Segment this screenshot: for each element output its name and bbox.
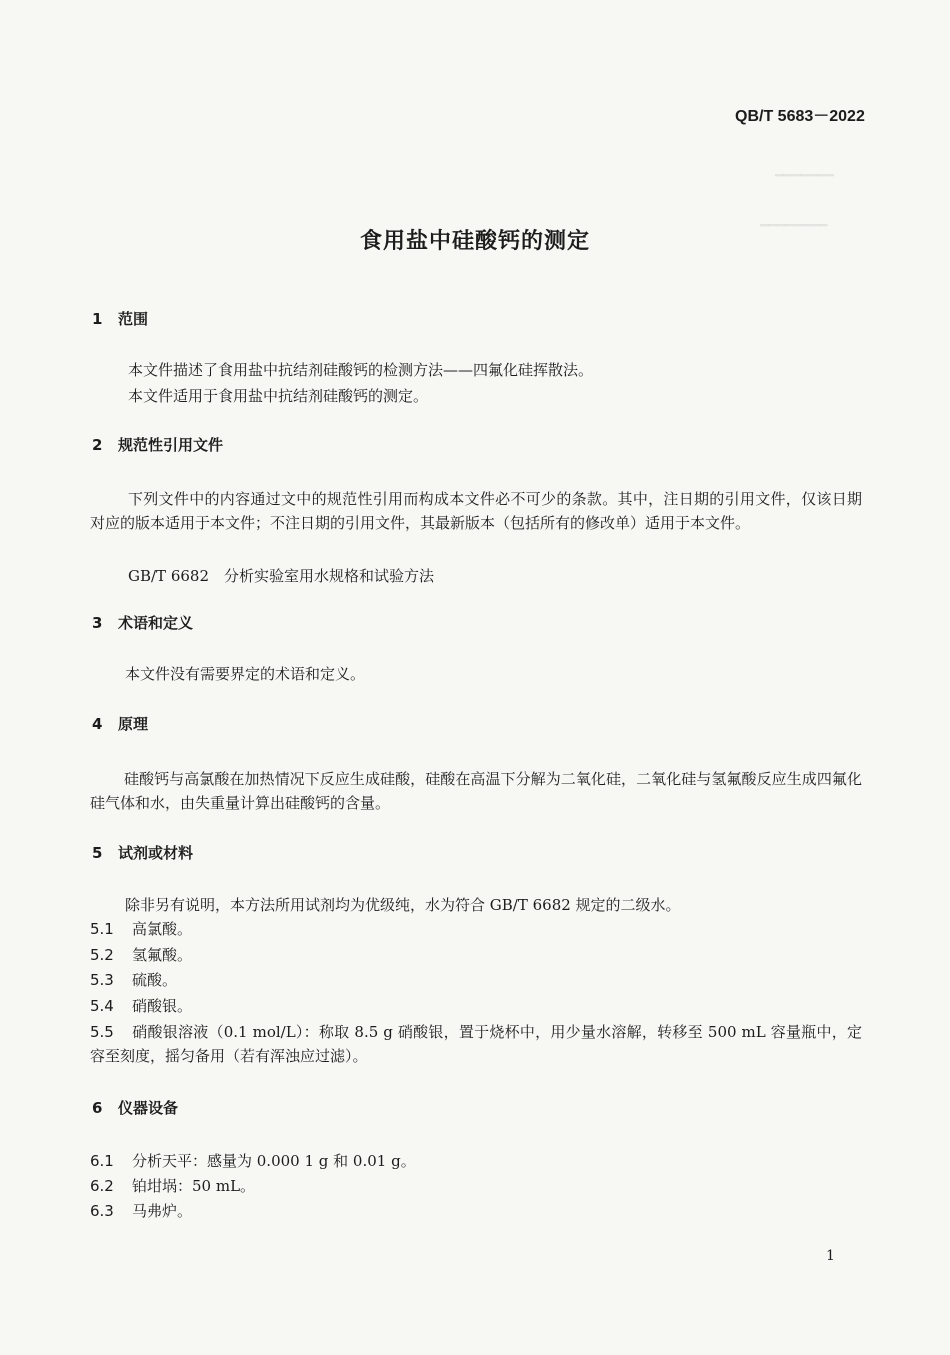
clause-number: 5.1 xyxy=(90,920,114,938)
paragraph: 本文件没有需要界定的术语和定义。 xyxy=(125,665,366,683)
clause-item xyxy=(90,1020,862,1068)
clause-text: 硝酸银。 xyxy=(132,997,193,1015)
clause-number: 5.3 xyxy=(90,971,114,989)
clause-number: 6.3 xyxy=(90,1202,114,1220)
section-title: 仪器设备 xyxy=(118,1099,179,1117)
clause-item xyxy=(90,995,192,1016)
paragraph: 本文件描述了食用盐中抗结剂硅酸钙的检测方法——四氟化硅挥散法。 xyxy=(128,361,594,379)
normative-reference: GB/T 6682 分析实验室用水规格和试验方法 xyxy=(128,567,435,585)
paragraph: 下列文件中的内容通过文中的规范性引用而构成本文件必不可少的条款。其中，注日期的引用文件，仅该日期对应的版本适用于本文件；不注日期的引用文件，其最新版本（包括所有的修改单）适用于本文件。 xyxy=(90,490,862,532)
clause-item xyxy=(90,918,192,939)
clause-number: 6.2 xyxy=(90,1177,114,1195)
section-title: 规范性引用文件 xyxy=(118,436,224,454)
section-number: 2 xyxy=(92,436,103,454)
section-number: 5 xyxy=(92,844,103,862)
clause-item xyxy=(90,1175,255,1196)
section-1-heading xyxy=(92,308,148,329)
section-title: 原理 xyxy=(118,715,149,733)
clause-number: 5.4 xyxy=(90,997,114,1015)
clause-text: 高氯酸。 xyxy=(132,920,193,938)
section-number: 6 xyxy=(92,1099,103,1117)
section-2-heading xyxy=(92,434,223,455)
section-title: 术语和定义 xyxy=(118,614,194,632)
bleed-through-text: ━━━━━━━━ xyxy=(760,218,828,234)
page-number: 1 xyxy=(826,1248,835,1264)
clause-number: 5.5 xyxy=(90,1023,114,1041)
section-5-heading xyxy=(92,842,193,863)
clause-text: 铂坩埚：50 mL。 xyxy=(132,1177,256,1195)
clause-item xyxy=(90,944,192,965)
clause-text: 马弗炉。 xyxy=(132,1202,193,1220)
paragraph: 本文件适用于食用盐中抗结剂硅酸钙的测定。 xyxy=(128,387,429,405)
clause-text: 硝酸银溶液（0.1 mol/L）：称取 8.5 g 硝酸银，置于烧杯中，用少量水溶解，转移至 500 mL 容量瓶中，定容至刻度，摇匀备用（若有浑浊应过滤）。 xyxy=(90,1023,862,1065)
bleed-through-text: ━━━━━━━ xyxy=(775,168,835,184)
section-6-heading xyxy=(92,1097,178,1118)
paragraph: 硅酸钙与高氯酸在加热情况下反应生成硅酸，硅酸在高温下分解为二氧化硅，二氧化硅与氢氟酸反应生成四氟化硅气体和水，由失重量计算出硅酸钙的含量。 xyxy=(90,770,862,812)
clause-item xyxy=(90,969,177,990)
section-title: 范围 xyxy=(118,310,149,328)
clause-text: 硫酸。 xyxy=(132,971,178,989)
clause-text: 分析天平：感量为 0.000 1 g 和 0.01 g。 xyxy=(132,1152,416,1170)
section-number: 4 xyxy=(92,715,103,733)
section-3-heading xyxy=(92,612,193,633)
section-4-heading xyxy=(92,713,148,734)
section-title: 试剂或材料 xyxy=(118,844,194,862)
clause-number: 5.2 xyxy=(90,946,114,964)
clause-item xyxy=(90,1150,416,1171)
clause-item xyxy=(90,1200,192,1221)
clause-text: 氢氟酸。 xyxy=(132,946,193,964)
section-number: 3 xyxy=(92,614,103,632)
clause-number: 6.1 xyxy=(90,1152,114,1170)
standard-code: QB/T 5683－2022 xyxy=(735,108,865,125)
section-number: 1 xyxy=(92,310,103,328)
document-title: 食用盐中硅酸钙的测定 xyxy=(359,229,590,254)
paragraph: 除非另有说明，本方法所用试剂均为优级纯，水为符合 GB/T 6682 规定的二级水。 xyxy=(125,896,681,914)
